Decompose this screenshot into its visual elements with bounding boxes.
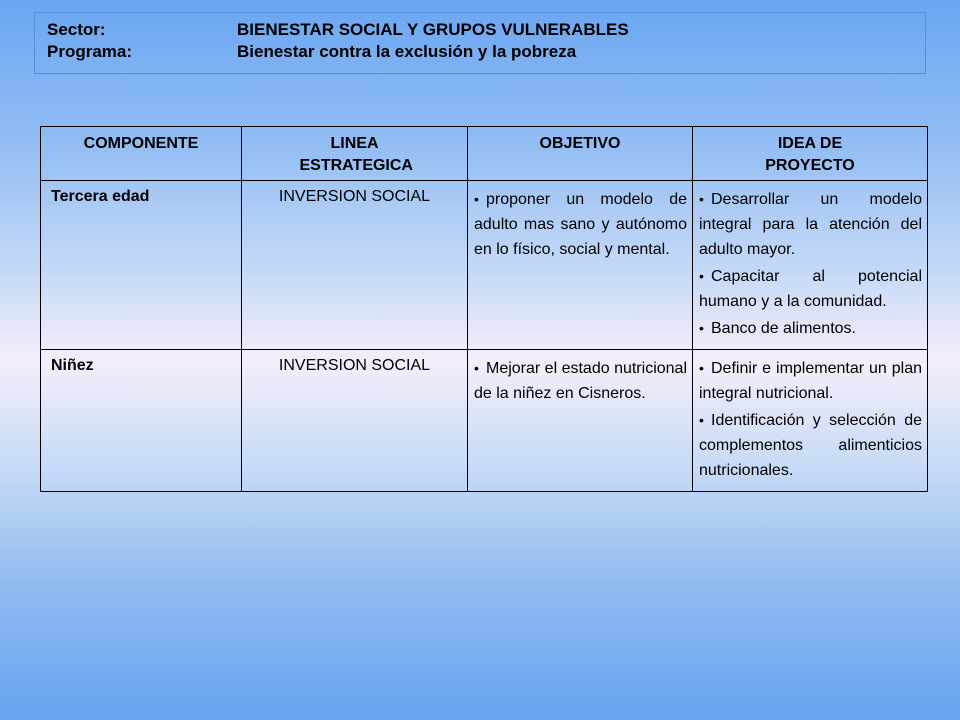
- column-header-componente: COMPONENTE: [41, 127, 242, 181]
- programa-value: Bienestar contra la exclusión y la pobreza: [237, 42, 577, 61]
- bullet-icon: •: [474, 191, 479, 207]
- sector-value: BIENESTAR SOCIAL Y GRUPOS VULNERABLES: [237, 20, 629, 39]
- objetivo-cell: [468, 181, 693, 350]
- bullet-icon: •: [699, 320, 704, 336]
- idea-list: [693, 181, 927, 349]
- column-header-linea: [242, 127, 468, 181]
- list-item-text: Definir e implementar un plan integral nutricional.: [699, 360, 922, 402]
- list-item-text: Identificación y selección de complementos alimenticios nutricionales.: [699, 412, 922, 479]
- project-table: [40, 126, 928, 492]
- list-item-text: proponer un modelo de adulto mas sano y autónomo en lo físico, social y mental.: [474, 191, 687, 258]
- programa-label: Programa:: [47, 42, 133, 61]
- componente-cell: Tercera edad: [41, 181, 242, 350]
- objetivo-cell: [468, 350, 693, 492]
- list-item-text: Banco de alimentos.: [711, 320, 856, 337]
- column-header-idea-text: IDEA DE PROYECTO: [765, 135, 855, 174]
- table-row: [41, 181, 928, 350]
- table-header-row: [41, 127, 928, 181]
- table-row: [41, 350, 928, 492]
- linea-cell: INVERSION SOCIAL: [242, 181, 468, 350]
- list-item: [699, 356, 922, 406]
- list-item: [699, 187, 922, 262]
- bullet-icon: •: [474, 360, 479, 376]
- list-item: [699, 264, 922, 314]
- column-header-objetivo: OBJETIVO: [468, 127, 693, 181]
- list-item: [699, 316, 922, 341]
- header-box: [34, 12, 926, 74]
- bullet-icon: •: [699, 412, 704, 428]
- componente-cell: Niñez: [41, 350, 242, 492]
- column-header-linea-text: LINEA ESTRATEGICA: [299, 135, 413, 174]
- linea-cell: INVERSION SOCIAL: [242, 350, 468, 492]
- objetivo-list: [468, 181, 692, 270]
- idea-list: [693, 350, 927, 491]
- bullet-icon: •: [699, 360, 704, 376]
- idea-cell: [693, 350, 928, 492]
- sector-label: Sector:: [47, 20, 106, 39]
- list-item: [699, 408, 922, 483]
- sector-row: [47, 19, 915, 41]
- idea-cell: [693, 181, 928, 350]
- list-item-text: Mejorar el estado nutricional de la niñez en Cisneros.: [474, 360, 687, 402]
- objetivo-list: [468, 350, 692, 414]
- bullet-icon: •: [699, 191, 704, 207]
- table-body: [41, 181, 928, 492]
- list-item: [474, 187, 687, 262]
- list-item: [474, 356, 687, 406]
- list-item-text: Capacitar al potencial humano y a la comunidad.: [699, 268, 922, 310]
- list-item-text: Desarrollar un modelo integral para la atención del adulto mayor.: [699, 191, 922, 258]
- column-header-idea: [693, 127, 928, 181]
- programa-row: [47, 41, 915, 63]
- bullet-icon: •: [699, 268, 704, 284]
